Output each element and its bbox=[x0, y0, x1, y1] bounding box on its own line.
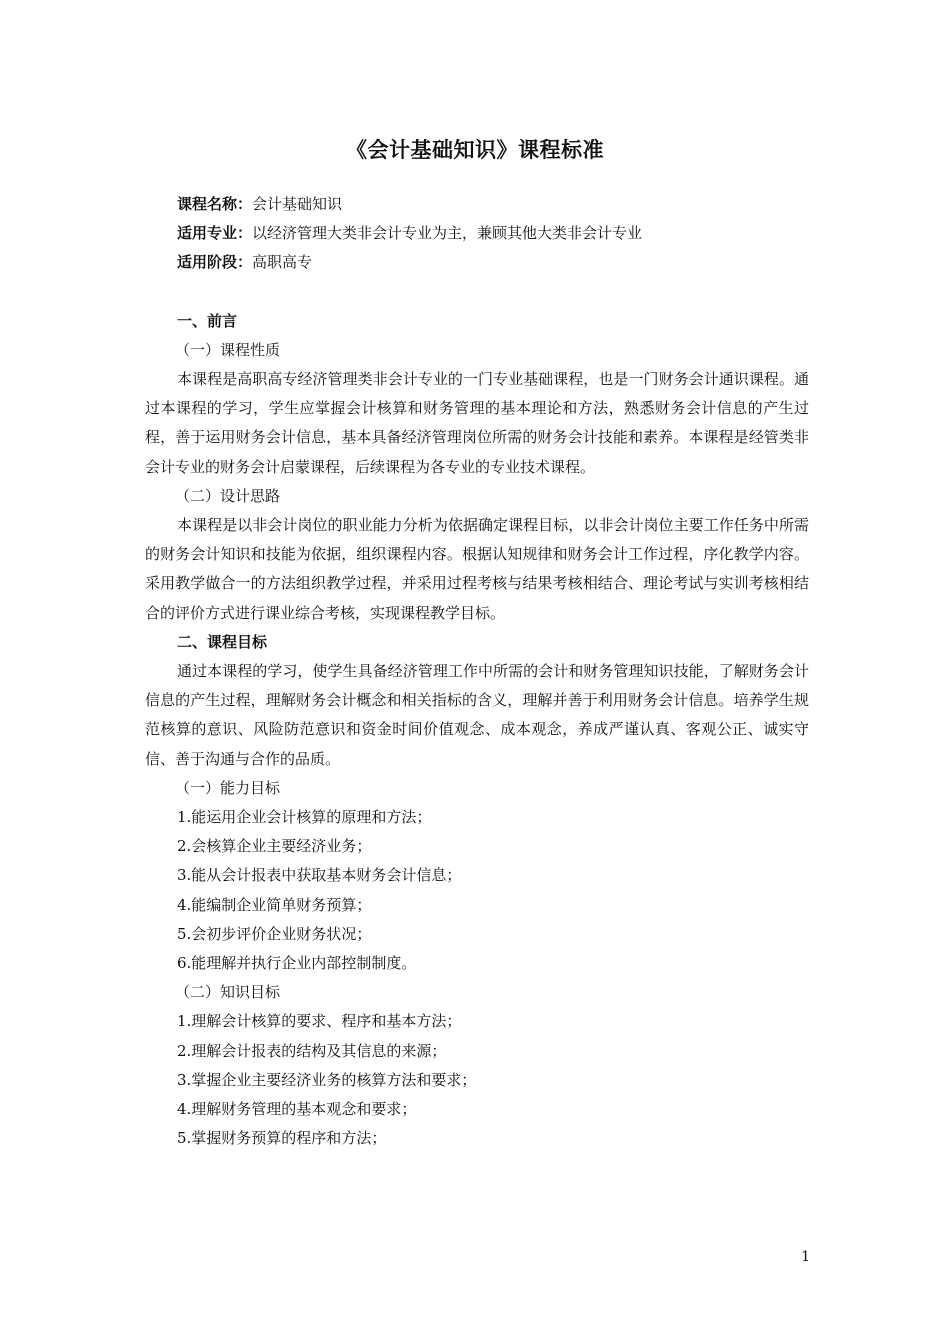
list-item: 2.理解会计报表的结构及其信息的来源； bbox=[177, 1041, 447, 1060]
list-item: 5.会初步评价企业财务状况； bbox=[177, 924, 372, 943]
meta-course-name bbox=[145, 190, 809, 219]
meta-major-value: 以经济管理大类非会计专业为主，兼顾其他大类非会计专业 bbox=[252, 224, 643, 243]
list-item: 5.掌握财务预算的程序和方法； bbox=[177, 1129, 387, 1148]
list-item: 3.能从会计报表中获取基本财务会计信息； bbox=[177, 866, 462, 885]
document-title: 《会计基础知识》课程标准 bbox=[346, 137, 604, 162]
meta-stage bbox=[145, 248, 809, 277]
section-heading-preface: 一、前言 bbox=[177, 311, 238, 330]
paragraph-design-idea: 本课程是以非会计岗位的职业能力分析为依据确定课程目标，以非会计岗位主要工作任务中所需的财务会计知识和技能为依据，组织课程内容。根据认知规律和财务会计工作过程，序化教学内容。采用教学做合一的方法组织教学过程，并采用过程考核与结果考核相结合、理论考试与实训考核相结合的评价方式进行课业综合考核，实现课程教学目标。 bbox=[145, 516, 809, 622]
list-item: 1.理解会计核算的要求、程序和基本方法； bbox=[177, 1012, 462, 1031]
list-item: 2.会核算企业主要经济业务； bbox=[177, 837, 372, 856]
list-item: 1.能运用企业会计核算的原理和方法； bbox=[177, 808, 432, 827]
meta-major bbox=[145, 219, 809, 248]
spacer bbox=[145, 278, 809, 307]
meta-course-name-value: 会计基础知识 bbox=[252, 195, 343, 213]
paragraph-course-nature: 本课程是高职高专经济管理类非会计专业的一门专业基础课程，也是一门财务会计通识课程。通过本课程的学习，学生应掌握会计核算和财务管理的基本理论和方法，熟悉财务会计信息的产生过程，善于运用财务会计信息，基本具备经济管理岗位所需的财务会计技能和素养。本课程是经管类非会计专业的财务会计启蒙课程，后续课程为各专业的专业技术课程。 bbox=[145, 370, 809, 476]
list-item: 4.能编制企业简单财务预算； bbox=[177, 895, 372, 914]
meta-stage-key: 适用阶段： bbox=[177, 253, 253, 272]
document-body bbox=[145, 190, 809, 1154]
list-item: 4.理解财务管理的基本观念和要求； bbox=[177, 1100, 417, 1119]
meta-major-key: 适用专业： bbox=[177, 224, 253, 243]
list-item: 3.掌握企业主要经济业务的核算方法和要求； bbox=[177, 1070, 477, 1089]
page-number: 1 bbox=[801, 1249, 810, 1265]
subheading-ability-goals: （一）能力目标 bbox=[175, 778, 281, 797]
subheading-knowledge-goals: （二）知识目标 bbox=[175, 983, 281, 1002]
list-item: 6.能理解并执行企业内部控制制度。 bbox=[177, 954, 417, 973]
paragraph-course-goals: 通过本课程的学习，使学生具备经济管理工作中所需的会计和财务管理知识技能，了解财务会计信息的产生过程，理解财务会计概念和相关指标的含义，理解并善于利用财务会计信息。培养学生规范核算的意识、风险防范意识和资金时间价值观念、成本观念，养成严谨认真、客观公正、诚实守信、善于沟通与合作的品质。 bbox=[145, 662, 809, 768]
section-heading-course-goals: 二、课程目标 bbox=[177, 632, 268, 651]
meta-stage-value: 高职高专 bbox=[252, 253, 313, 272]
meta-course-name-key: 课程名称： bbox=[177, 195, 253, 213]
subheading-course-nature: （一）课程性质 bbox=[175, 340, 281, 359]
subheading-design-idea: （二）设计思路 bbox=[175, 486, 281, 505]
